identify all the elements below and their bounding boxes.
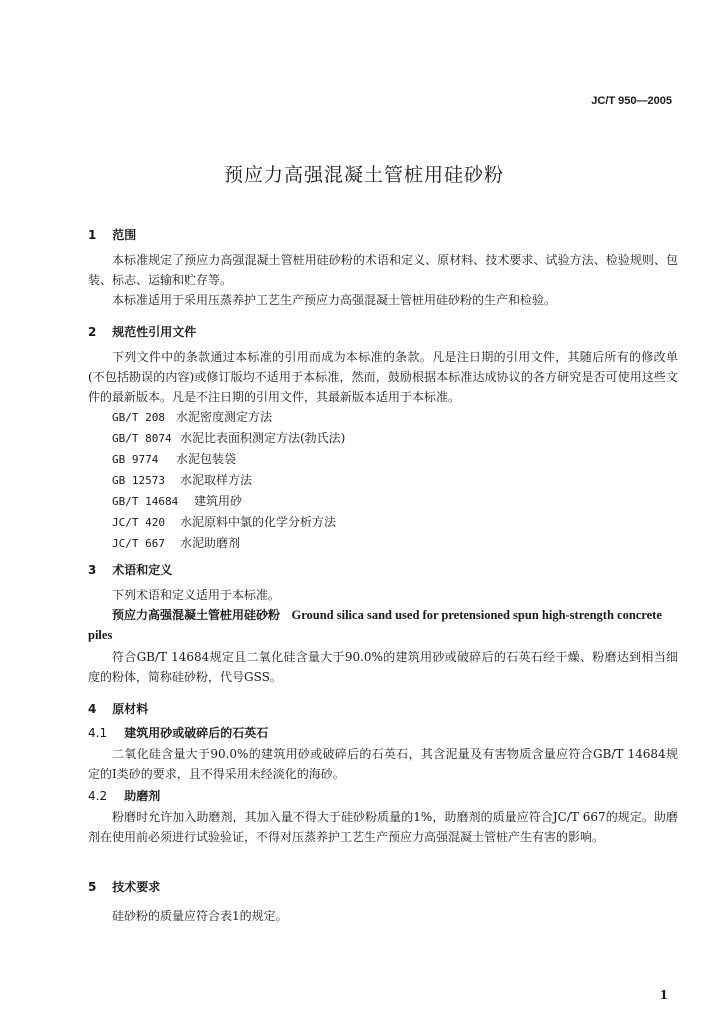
ref-code: GB 12573 xyxy=(112,474,165,487)
ref-code: GB/T 208 xyxy=(112,411,165,424)
section-number: 2 xyxy=(88,325,97,339)
section-5-heading xyxy=(88,878,160,895)
ref-name: 水泥包装袋 xyxy=(176,452,237,466)
section-4-heading xyxy=(88,700,148,717)
section-2-body xyxy=(88,347,678,554)
section-1-heading xyxy=(88,226,136,243)
section-number: 1 xyxy=(88,228,97,242)
section-title: 原材料 xyxy=(112,702,149,716)
paragraph: 下列文件中的条款通过本标准的引用而成为本标准的条款。凡是注日期的引用文件，其随后所有的修改单(不包括勘误的内容)或修订版均不适用于本标准，然而，鼓励根据本标准达成协议的各方研究是否可使用这些文件的最新版本。凡是不注日期的引用文件，其最新版本适用于本标准。 xyxy=(88,350,678,404)
ref-code: GB 9774 xyxy=(112,453,159,466)
ref-code: JC/T 420 xyxy=(112,516,165,529)
subsection-number: 4.1 xyxy=(88,726,108,740)
section-3-body xyxy=(88,585,678,687)
reference-list xyxy=(88,407,678,554)
paragraph: 硅砂粉的质量应符合表1的规定。 xyxy=(112,909,288,923)
section-3-heading xyxy=(88,561,172,578)
section-number: 5 xyxy=(88,880,97,894)
ref-name: 建筑用砂 xyxy=(194,494,243,508)
section-number: 4 xyxy=(88,702,97,716)
list-item xyxy=(112,512,678,533)
list-item xyxy=(112,407,678,428)
paragraph: 符合GB/T 14684规定且二氧化硅含量大于90.0%的建筑用砂或破碎后的石英石经干燥、粉磨达到相当细度的粉体，简称硅砂粉，代号GSS。 xyxy=(88,650,678,684)
section-5-body xyxy=(88,906,678,926)
list-item xyxy=(112,449,678,470)
list-item xyxy=(112,470,678,491)
paragraph: 本标准规定了预应力高强混凝土管桩用硅砂粉的术语和定义、原材料、技术要求、试验方法、检验规则、包装、标志、运输和贮存等。 xyxy=(88,253,678,287)
term-definition xyxy=(88,605,678,645)
ref-name: 水泥密度测定方法 xyxy=(176,410,273,424)
ref-code: JC/T 667 xyxy=(112,537,165,550)
section-number: 3 xyxy=(88,563,97,577)
ref-code: GB/T 8074 xyxy=(112,432,172,445)
subsection-title: 助磨剂 xyxy=(124,789,161,803)
subsection-4-1-heading xyxy=(88,724,268,741)
section-1-body xyxy=(88,250,678,310)
list-item xyxy=(112,533,678,554)
ref-name: 水泥取样方法 xyxy=(180,473,253,487)
paragraph: 二氧化硅含量大于90.0%的建筑用砂或破碎后的石英石，其含泥量及有害物质含量应符合GB/T 14684规定的Ⅰ类砂的要求，且不得采用未经淡化的海砂。 xyxy=(88,747,678,781)
subsection-4-1-body xyxy=(88,744,678,784)
section-title: 规范性引用文件 xyxy=(112,325,197,339)
paragraph: 下列术语和定义适用于本标准。 xyxy=(112,588,281,602)
term-english: Ground silica sand used for pretensioned spun high-strength concrete piles xyxy=(88,608,662,642)
ref-name: 水泥原料中氯的化学分析方法 xyxy=(180,515,337,529)
subsection-number: 4.2 xyxy=(88,789,108,803)
paragraph: 粉磨时允许加入助磨剂，其加入量不得大于硅砂粉质量的1%，助磨剂的质量应符合JC/T 667的规定。助磨剂在使用前必须进行试验验证，不得对压蒸养护工艺生产预应力高强混凝土管桩产生有害的影响。 xyxy=(88,810,678,844)
section-title: 技术要求 xyxy=(112,880,161,894)
standard-code: JC/T 950—2005 xyxy=(591,95,672,107)
page-number: 1 xyxy=(659,988,668,1002)
document-title: 预应力高强混凝土管桩用硅砂粉 xyxy=(223,164,504,186)
ref-name: 水泥助磨剂 xyxy=(180,536,241,550)
paragraph: 本标准适用于采用压蒸养护工艺生产预应力高强混凝土管桩用硅砂粉的生产和检验。 xyxy=(112,293,557,307)
section-2-heading xyxy=(88,323,196,340)
section-title: 范围 xyxy=(112,228,137,242)
term-chinese: 预应力高强混凝土管桩用硅砂粉 xyxy=(112,608,281,622)
section-title: 术语和定义 xyxy=(112,563,173,577)
ref-code: GB/T 14684 xyxy=(112,495,179,508)
subsection-title: 建筑用砂或破碎后的石英石 xyxy=(124,726,269,740)
subsection-4-2-body xyxy=(88,807,678,847)
ref-name: 水泥比表面积测定方法(勃氏法) xyxy=(180,431,346,445)
list-item xyxy=(112,491,678,512)
list-item xyxy=(112,428,678,449)
subsection-4-2-heading xyxy=(88,787,160,804)
